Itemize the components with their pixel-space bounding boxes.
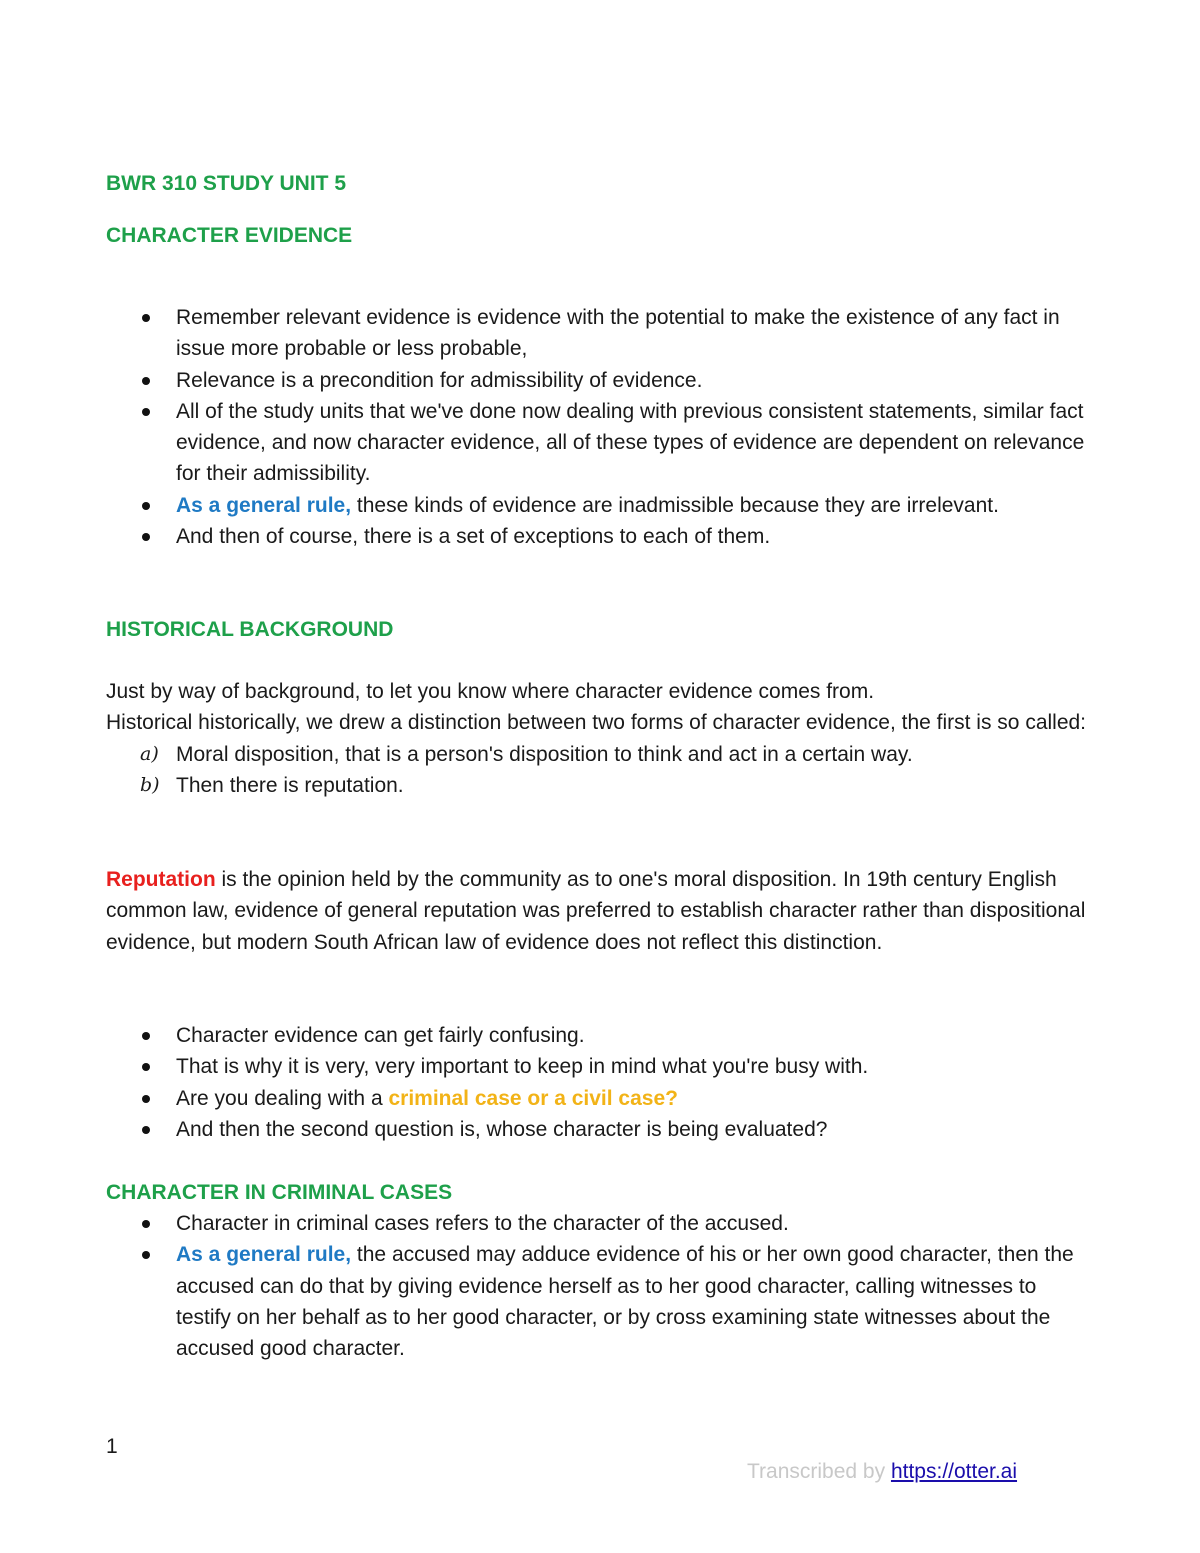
general-rule-emphasis: As a general rule,	[176, 1243, 352, 1267]
bullet-text: these kinds of evidence are inadmissible because they are irrelevant.	[351, 493, 999, 517]
criminal-bullet-list	[106, 1208, 1096, 1364]
character-confusion-bullet-list	[106, 1020, 1096, 1145]
alpha-list	[106, 739, 1101, 802]
section-heading-character-evidence: CHARACTER EVIDENCE	[106, 224, 353, 247]
footer-transcription-credit	[747, 1456, 1017, 1487]
list-item	[106, 1083, 1096, 1114]
list-marker: b)	[140, 773, 160, 796]
general-rule-emphasis: As a general rule,	[176, 493, 352, 517]
list-item	[106, 770, 1101, 801]
bullet-text: All of the study units that we've done now dealing with previous consistent statements, similar fact evidence, and now character evidence, all of these types of evidence are dependent on relevance for their admissibility.	[176, 399, 1085, 486]
bullet-text: And then of course, there is a set of exceptions to each of them.	[176, 525, 771, 549]
document-title: BWR 310 STUDY UNIT 5	[106, 172, 346, 195]
bullet-text: the accused may adduce evidence of his or her own good character, then the accused can do that by giving evidence herself as to her good character, calling witnesses to testify on her behalf as to her good character, or by cross examining state witnesses about the accused good character.	[176, 1243, 1074, 1361]
paragraph-line: Historical historically, we drew a distinction between two forms of character evidence, the first is so called:	[106, 711, 1087, 735]
bullet-text: Are you dealing with a	[176, 1086, 389, 1110]
list-item-text: Then there is reputation.	[176, 773, 404, 797]
list-item	[106, 302, 1096, 365]
list-item	[106, 1051, 1096, 1082]
list-item	[106, 739, 1101, 770]
list-item	[106, 1208, 1096, 1239]
list-item-text: Moral disposition, that is a person's disposition to think and act in a certain way.	[176, 742, 913, 766]
page-number: 1	[106, 1435, 118, 1458]
intro-bullet-list	[106, 302, 1096, 552]
reputation-text: is the opinion held by the community as to one's moral disposition. In 19th century English common law, evidence of general reputation was preferred to establish character rather than dispositional evidence, but modern South African law of evidence does not reflect this distinction.	[106, 868, 1086, 954]
list-item	[106, 1239, 1096, 1364]
bullet-text: And then the second question is, whose character is being evaluated?	[176, 1117, 828, 1141]
section-heading-historical-background: HISTORICAL BACKGROUND	[106, 618, 394, 641]
list-item	[106, 490, 1096, 521]
list-marker: a)	[140, 742, 159, 765]
list-item	[106, 396, 1096, 490]
list-item	[106, 1114, 1096, 1145]
list-item	[106, 1020, 1096, 1051]
section-heading-character-in-criminal-cases: CHARACTER IN CRIMINAL CASES	[106, 1181, 453, 1204]
bullet-text: That is why it is very, very important to keep in mind what you're busy with.	[176, 1055, 869, 1079]
transcribed-by-label: Transcribed by	[747, 1460, 891, 1483]
reputation-paragraph	[106, 864, 1101, 958]
otter-link[interactable]: https://otter.ai	[890, 1460, 1018, 1483]
list-item	[106, 365, 1096, 396]
paragraph-line: Just by way of background, to let you know where character evidence comes from.	[106, 680, 875, 703]
reputation-term: Reputation	[106, 868, 216, 891]
list-item	[106, 521, 1096, 552]
bullet-text: Character in criminal cases refers to the character of the accused.	[176, 1212, 789, 1235]
case-type-emphasis: criminal case or a civil case?	[388, 1086, 678, 1110]
historical-paragraph	[106, 676, 1101, 801]
bullet-text: Remember relevant evidence is evidence with the potential to make the existence of any fact in issue more probable or less probable,	[176, 306, 1060, 361]
bullet-text: Character evidence can get fairly confusing.	[176, 1024, 585, 1047]
bullet-text: Relevance is a precondition for admissibility of evidence.	[176, 368, 703, 392]
